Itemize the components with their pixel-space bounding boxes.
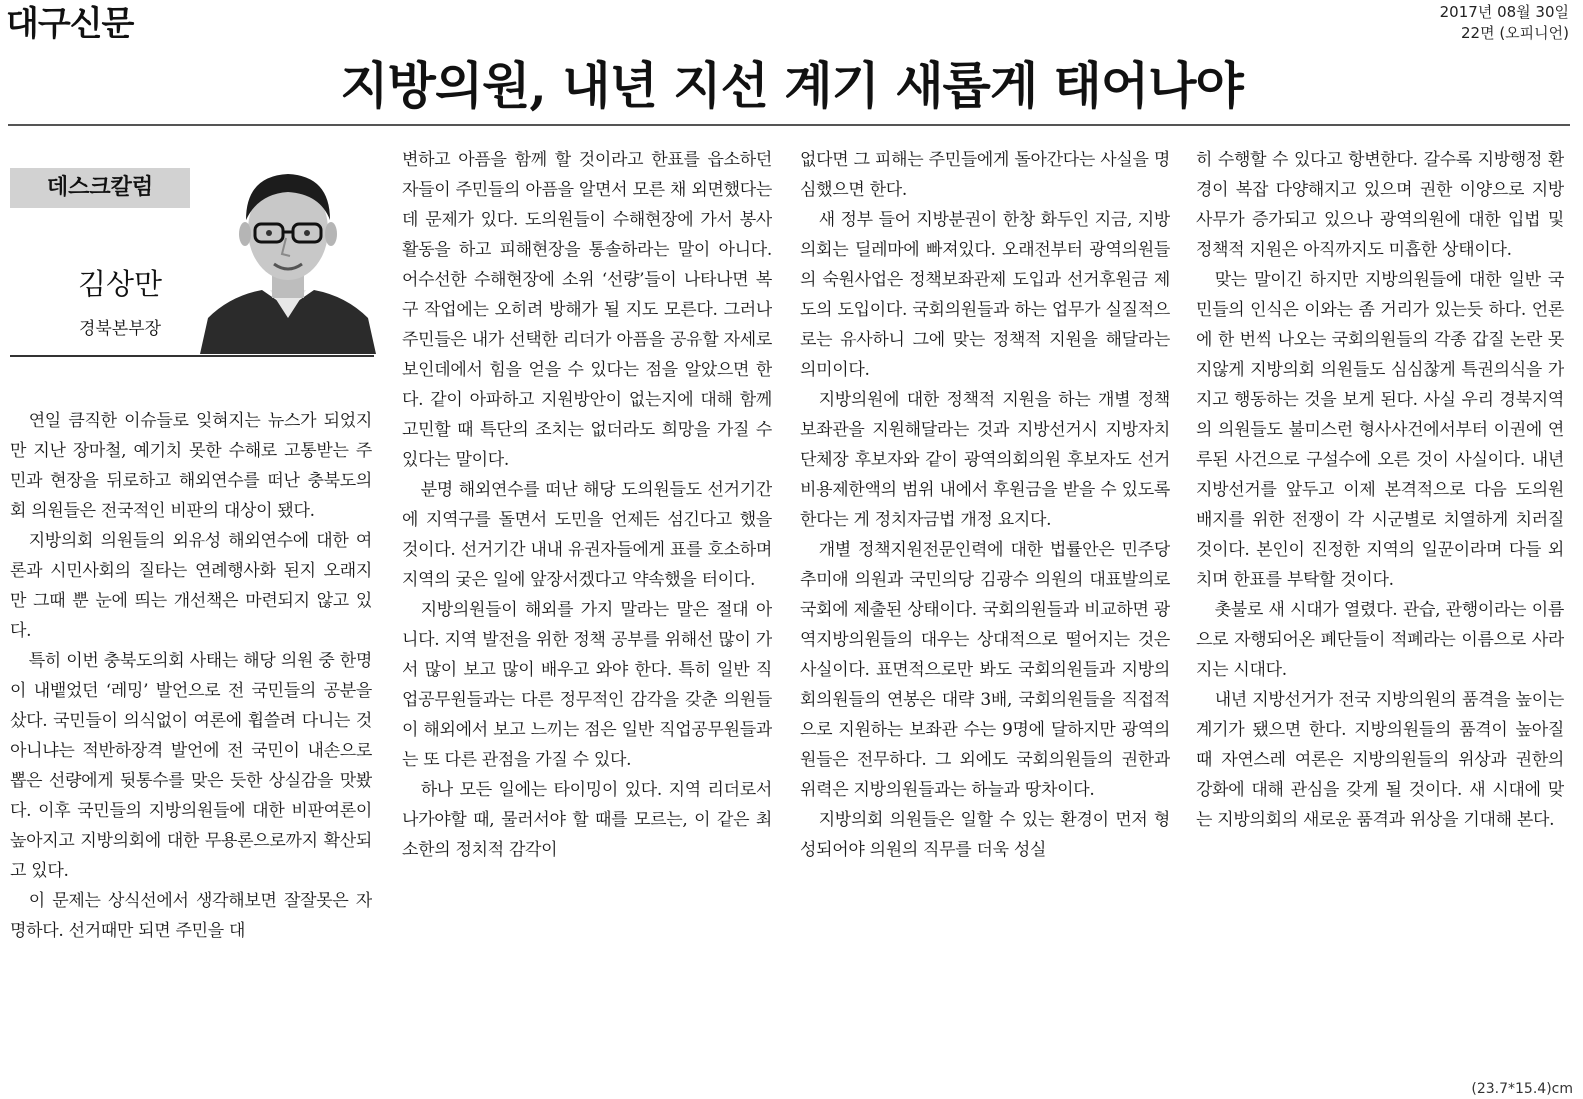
author-role: 경북본부장 <box>78 319 162 339</box>
issue-date: 2017년 08월 30일 <box>1439 3 1569 21</box>
article-paragraph: 연일 큼직한 이슈들로 잊혀지는 뉴스가 되었지만 지난 장마철, 예기치 못한 수해로 고통받는 주민과 현장을 뒤로하고 해외연수를 떠난 충북도의회 의원들은 전국적인 비판의 대상이 됐다. <box>10 411 372 521</box>
column-section-label: 데스크칼럼 <box>10 168 190 208</box>
article-paragraph: 지방의원들이 해외를 가지 말라는 말은 절대 아니다. 지역 발전을 위한 정책 공부를 위해선 많이 가서 많이 보고 많이 배우고 와야 한다. 특히 일반 직업공무원들과는 다른 정무적인 감각을 갖춘 의원들이 해외에서 보고 느끼는 점은 일반 직업공무원들과는 또 다른 관점을 가질 수 있다. <box>402 600 772 770</box>
article-headline: 지방의원, 내년 지선 계기 새롭게 태어나야 <box>340 56 1243 115</box>
article-paragraph: 특히 이번 충북도의회 사태는 해당 의원 중 한명이 내뱉었던 ‘레밍’ 발언으로 전 국민들의 공분을 샀다. 국민들이 의식없이 여론에 휩쓸려 다니는 것 아니냐는 적반하장격 발언에 전 국민이 내손으로 뽑은 선량에게 뒷통수를 맞은 듯한 상실감을 맛봤다. 이후 국민들의 지방의원들에 대한 비판여론이 높아지고 지방의회에 대한 무용론으로까지 확산되고 있다. <box>10 651 372 881</box>
article-paragraph-continued: 없다면 그 피해는 주민들에게 돌아간다는 사실을 명심했으면 한다. <box>800 150 1170 200</box>
article-paragraph-continued: 히 수행할 수 있다고 항변한다. 갈수록 지방행정 환경이 복잡 다양해지고 있으며 권한 이양으로 지방 사무가 증가되고 있으나 광역의원에 대한 입법 및 정책적 지원은 아직까지도 미흡한 상태이다. <box>1196 150 1564 260</box>
article-paragraph: 분명 해외연수를 떠난 해당 도의원들도 선거기간에 지역구를 돌면서 도민을 언제든 섬긴다고 했을 것이다. 선거기간 내내 유권자들에게 표를 호소하며 지역의 궂은 일에 앞장서겠다고 약속했을 터이다. <box>402 480 772 590</box>
article-paragraph: 지방의회 의원들은 일할 수 있는 환경이 먼저 형성되어야 의원의 직무를 더욱 성실 <box>800 810 1170 860</box>
article-column-4 <box>1196 145 1564 1065</box>
newspaper-masthead: 대구신문 <box>6 4 134 44</box>
page-number: 22면 (오피니언) <box>1460 24 1569 42</box>
article-paragraph: 지방의원에 대한 정책적 지원을 하는 개별 정책보좌관을 지원해달라는 것과 지방선거시 지방자치단체장 후보자와 같이 광역의회의원 후보자도 선거비용제한액의 범위 내에서 후원금을 받을 수 있도록 한다는 게 정치자금법 개정 요지다. <box>800 390 1170 530</box>
author-photo <box>200 158 376 354</box>
article-paragraph: 개별 정책지원전문인력에 대한 법률안은 민주당 추미애 의원과 국민의당 김광수 의원의 대표발의로 국회에 제출된 상태이다. 국회의원들과 비교하면 광역지방의원들의 대우는 상대적으로 떨어지는 것은 사실이다. 표면적으로만 봐도 국회의원들과 지방의회의원들의 연봉은 대략 3배, 국회의원들을 직접적으로 지원하는 보좌관 수는 9명에 달하지만 광역의원들은 전무하다. 그 외에도 국회의원들의 권한과 위력은 지방의원들과는 하늘과 땅차이다. <box>800 540 1170 800</box>
article-paragraph: 이 문제는 상식선에서 생각해보면 잘잘못은 자명하다. 선거때만 되면 주민을 대 <box>10 891 372 941</box>
article-paragraph: 새 정부 들어 지방분권이 한창 화두인 지금, 지방의회는 딜레마에 빠져있다. 오래전부터 광역의원들의 숙원사업은 정책보좌관제 도입과 선거후원금 제도의 도입이다. 국회의원들과 하는 업무가 실질적으로는 유사하니 그에 맞는 정책적 지원을 해달라는 의미이다. <box>800 210 1170 380</box>
issue-meta <box>1440 2 1569 44</box>
article-column-2 <box>402 145 772 1065</box>
article-paragraph: 하나 모든 일에는 타이밍이 있다. 지역 리더로서 나가야할 때, 물러서야 할 때를 모르는, 이 같은 최소한의 정치적 감각이 <box>402 780 772 860</box>
article-column-3 <box>800 145 1170 1065</box>
headline-divider <box>8 124 1570 126</box>
author-name: 김상만 <box>77 267 163 301</box>
byline-divider <box>10 355 374 357</box>
article-paragraph: 내년 지방선거가 전국 지방의원의 품격을 높이는 계기가 됐으면 한다. 지방의원들의 품격이 높아질 때 자연스레 여론은 지방의원들의 위상과 권한의 강화에 대해 관심을 갖게 될 것이다. 새 시대에 맞는 지방의회의 새로운 품격과 위상을 기대해 본다. <box>1196 690 1564 830</box>
article-column-1 <box>10 406 372 1066</box>
article-paragraph: 맞는 말이긴 하지만 지방의원들에 대한 일반 국민들의 인식은 이와는 좀 거리가 있는듯 하다. 언론에 한 번씩 나오는 국회의원들의 각종 갑질 논란 못지않게 지방의회 의원들도 심심찮게 특권의식을 가지고 행동하는 것을 보게 된다. 사실 우리 경북지역의 의원들도 불미스런 형사사건에서부터 이권에 연루된 사건으로 구설수에 오른 것이 사실이다. 내년 지방선거를 앞두고 이제 본격적으로 다음 도의원 배지를 위한 전쟁이 각 시군별로 치열하게 치러질 것이다. 본인이 진정한 지역의 일꾼이라며 다들 외치며 한표를 부탁할 것이다. <box>1196 270 1564 590</box>
article-paragraph-continued: 변하고 아픔을 함께 할 것이라고 한표를 읍소하던 자들이 주민들의 아픔을 알면서 모른 채 외면했다는데 문제가 있다. 도의원들이 수해현장에 가서 봉사활동을 하고 피해현장을 통솔하라는 말이 아니다. 어수선한 수해현장에 소위 ‘선량’들이 나타나면 복구 작업에는 오히려 방해가 될 지도 모른다. 그러나 주민들은 내가 선택한 리더가 아픔을 공유할 자세로 보인데에서 힘을 얻을 수 있다는 점을 알았으면 한다. 같이 아파하고 지원방안이 없는지에 대해 함께 고민할 때 특단의 조치는 없더라도 희망을 가질 수 있다는 말이다. <box>402 150 772 470</box>
clipping-size-note: (23.7*15.4)cm <box>1471 1081 1573 1097</box>
article-paragraph: 지방의회 의원들의 외유성 해외연수에 대한 여론과 시민사회의 질타는 연례행사화 된지 오래지만 그때 뿐 눈에 띄는 개선책은 마련되지 않고 있다. <box>10 531 372 641</box>
article-paragraph: 촛불로 새 시대가 열렸다. 관습, 관행이라는 이름으로 자행되어온 폐단들이 적폐라는 이름으로 사라지는 시대다. <box>1196 600 1564 680</box>
